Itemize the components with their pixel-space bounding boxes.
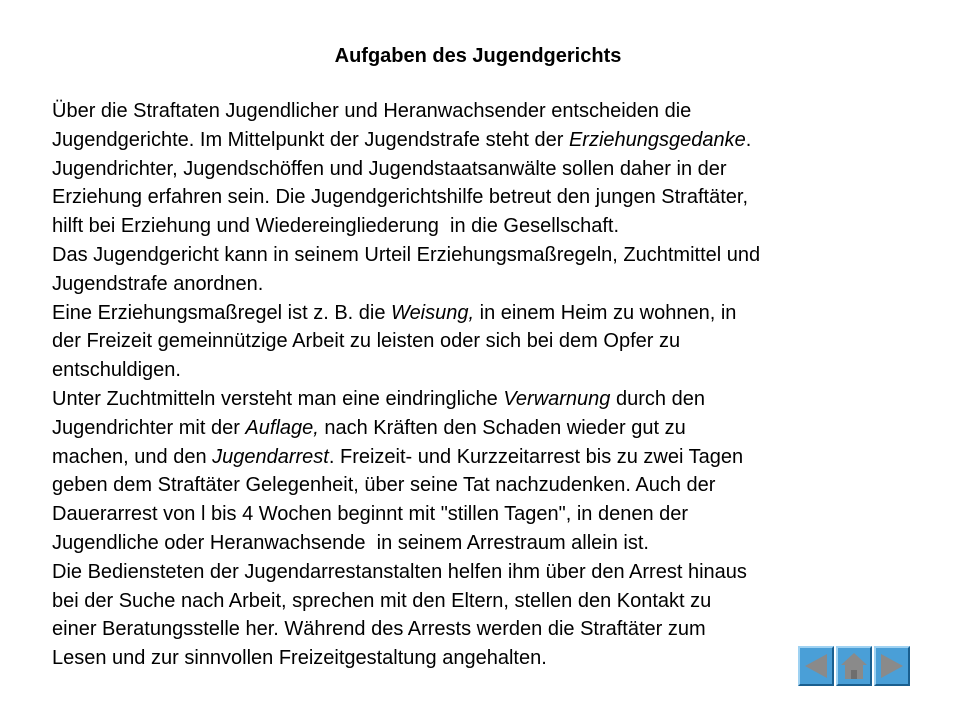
text-line bbox=[52, 414, 922, 443]
text-segment: machen, und den bbox=[52, 445, 213, 468]
text-segment: Erziehung erfahren sein. Die Jugendgerichtshilfe betreut den jungen Straftäter, bbox=[52, 186, 748, 209]
arrow-right-icon bbox=[877, 652, 907, 680]
text-line bbox=[52, 212, 922, 241]
text-line bbox=[52, 443, 922, 472]
text-line bbox=[52, 97, 922, 126]
text-segment: der Freizeit gemeinnützige Arbeit zu leisten oder sich bei dem Opfer zu bbox=[52, 330, 681, 353]
text-segment: . bbox=[745, 128, 752, 151]
emphasized-term: Erziehungsgedanke bbox=[568, 128, 746, 151]
text-line bbox=[52, 241, 922, 270]
body-text bbox=[52, 97, 922, 673]
text-line bbox=[52, 644, 922, 673]
text-segment: . Freizeit- und Kurzzeitarrest bis zu zwei Tagen bbox=[328, 445, 744, 468]
text-segment: Jugendgerichte. Im Mittelpunkt der Jugendstrafe steht der bbox=[52, 128, 569, 151]
text-segment: Jugendrichter mit der bbox=[52, 416, 246, 439]
text-segment: Jugendliche oder Heranwachsende in seinem Arrestraum allein ist. bbox=[52, 531, 649, 554]
text-segment: in einem Heim zu wohnen, in bbox=[474, 301, 737, 324]
text-segment: hilft bei Erziehung und Wiedereingliederung in die Gesellschaft. bbox=[52, 215, 620, 238]
text-line bbox=[52, 155, 922, 184]
text-segment: Unter Zuchtmitteln versteht man eine eindringliche bbox=[52, 387, 504, 410]
text-segment: Dauerarrest von l bis 4 Wochen beginnt mit "stillen Tagen", in denen der bbox=[52, 503, 689, 526]
text-segment: Jugendrichter, Jugendschöffen und Jugendstaatsanwälte sollen daher in der bbox=[52, 157, 727, 180]
text-line bbox=[52, 385, 922, 414]
text-segment: einer Beratungsstelle her. Während des Arrests werden die Straftäter zum bbox=[52, 618, 706, 641]
text-line bbox=[52, 270, 922, 299]
text-line bbox=[52, 356, 922, 385]
home-icon bbox=[839, 651, 869, 681]
text-segment: bei der Suche nach Arbeit, sprechen mit den Eltern, stellen den Kontakt zu bbox=[52, 589, 712, 612]
previous-button[interactable] bbox=[798, 646, 834, 686]
emphasized-term: Weisung, bbox=[391, 301, 475, 324]
text-line bbox=[52, 529, 922, 558]
text-segment: Eine Erziehungsmaßregel ist z. B. die bbox=[52, 301, 392, 324]
text-line bbox=[52, 500, 922, 529]
text-line bbox=[52, 126, 922, 155]
navigation-bar bbox=[798, 646, 912, 686]
emphasized-term: Verwarnung bbox=[503, 387, 611, 410]
text-segment: Das Jugendgericht kann in seinem Urteil Erziehungsmaßregeln, Zuchtmittel und bbox=[52, 243, 761, 266]
text-segment: Die Bediensteten der Jugendarrestanstalten helfen ihm über den Arrest hinaus bbox=[52, 560, 747, 583]
text-segment: nach Kräften den Schaden wieder gut zu bbox=[318, 416, 686, 439]
text-segment: durch den bbox=[610, 387, 705, 410]
emphasized-term: Auflage, bbox=[245, 416, 319, 439]
text-line bbox=[52, 558, 922, 587]
text-segment: Lesen und zur sinnvollen Freizeitgestaltung angehalten. bbox=[52, 647, 547, 670]
text-segment: Jugendstrafe anordnen. bbox=[52, 272, 264, 295]
text-segment: Über die Straftaten Jugendlicher und Heranwachsender entscheiden die bbox=[52, 100, 692, 122]
next-button[interactable] bbox=[874, 646, 910, 686]
text-line bbox=[52, 615, 922, 644]
text-line bbox=[52, 327, 922, 356]
text-segment: entschuldigen. bbox=[52, 359, 181, 382]
home-button[interactable] bbox=[836, 646, 872, 686]
text-line bbox=[52, 299, 922, 328]
text-segment: geben dem Straftäter Gelegenheit, über seine Tat nachzudenken. Auch der bbox=[52, 474, 716, 497]
text-line bbox=[52, 183, 922, 212]
text-line bbox=[52, 471, 922, 500]
text-line bbox=[52, 587, 922, 616]
page-title: Aufgaben des Jugendgerichts bbox=[334, 45, 622, 67]
emphasized-term: Jugendarrest bbox=[212, 445, 329, 468]
arrow-left-icon bbox=[801, 652, 831, 680]
